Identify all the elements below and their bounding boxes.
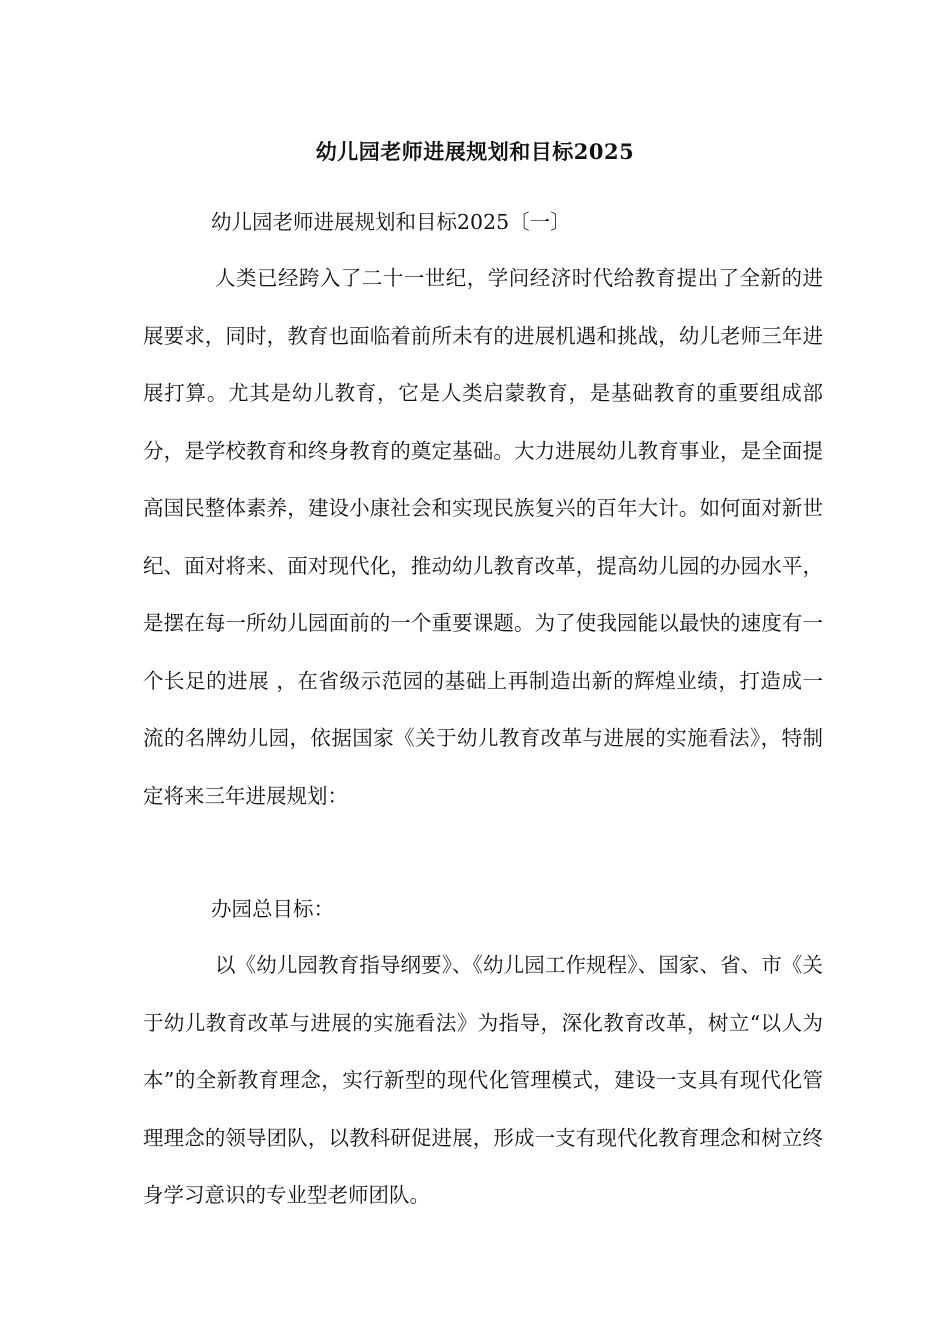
intro-paragraph: 人类已经跨入了二十一世纪，学问经济时代给教育提出了全新的进展要求，同时，教育也面临着前所未有的进展机遇和挑战，幼儿老师三年进展打算。尤其是幼儿教育，它是人类启蒙教育，是基础教育的重要组成部分，是学校教育和终身教育的奠定基础。大力进展幼儿教育事业，是全面提高国民整体素养，建设小康社会和实现民族复兴的百年大计。如何面对新世纪、面对将来、面对现代化，推动幼儿教育改革，提高幼儿园的办园水平，是摆在每一所幼儿园面前的一个重要课题。为了使我园能以最快的速度有一个长足的进展 ，在省级示范园的基础上再制造出新的辉煌业绩，打造成一流的名牌幼儿园，依据国家《关于幼儿教育改革与进展的实施看法》，特制定将来三年进展规划：	[143, 266, 823, 808]
goal-heading: 办园总目标：	[211, 897, 334, 921]
document-subtitle: 幼儿园老师进展规划和目标2025〔一〕	[211, 210, 571, 234]
document-title: 幼儿园老师进展规划和目标2025	[315, 139, 635, 164]
goal-paragraph: 以《幼儿园教育指导纲要》、《幼儿园工作规程》、国家、省、市《关于幼儿教育改革与进展的实施看法》为指导，深化教育改革，树立“以人为本”的全新教育理念，实行新型的现代化管理模式，建设一支具有现代化管理理念的领导团队，以教科研促进展，形成一支有现代化教育理念和树立终身学习意识的专业型老师团队。	[143, 953, 823, 1207]
